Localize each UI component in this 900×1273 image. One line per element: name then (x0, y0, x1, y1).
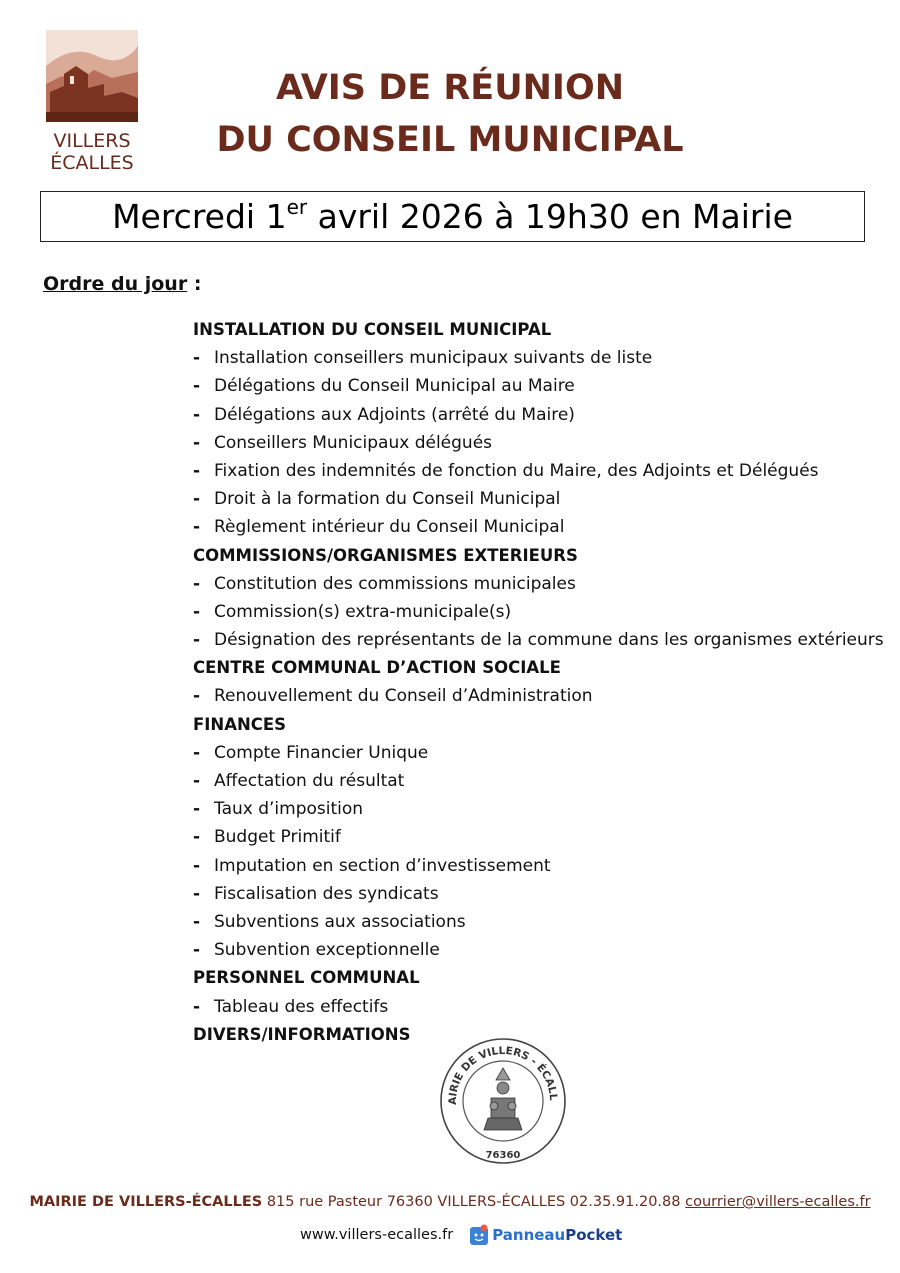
agenda-item (193, 429, 883, 457)
bullet-dash: - (193, 686, 201, 707)
agenda-item-text: Droit à la formation du Conseil Municipal (214, 489, 561, 510)
bullet-dash: - (193, 996, 201, 1017)
agenda-item (193, 767, 883, 795)
agenda-section-heading: DIVERS/INFORMATIONS (193, 1024, 411, 1044)
agenda-item-text: Renouvellement du Conseil d’Administration (214, 686, 593, 707)
footer-phone: 02.35.91.20.88 (569, 1194, 681, 1210)
stamp-postcode: 76360 (485, 1150, 521, 1161)
bullet-dash: - (193, 517, 201, 538)
agenda-item (193, 372, 883, 400)
agenda-item-text: Délégations du Conseil Municipal au Maire (214, 376, 575, 397)
bullet-dash: - (193, 404, 201, 425)
bullet-dash: - (193, 742, 201, 763)
bullet-dash: - (193, 601, 201, 622)
agenda-item (193, 852, 883, 880)
agenda-item-text: Fiscalisation des syndicats (214, 883, 439, 904)
agenda-item-text: Imputation en section d’investissement (214, 855, 551, 876)
agenda-item-text: Règlement intérieur du Conseil Municipal (214, 517, 565, 538)
logo-line1: VILLERS (53, 130, 131, 152)
panneau-word: Panneau (492, 1226, 566, 1244)
bullet-dash: - (193, 432, 201, 453)
agenda-item-text: Compte Financier Unique (214, 742, 429, 763)
footer-address: 815 rue Pasteur 76360 VILLERS-ÉCALLES (266, 1194, 566, 1210)
svg-text:MAIRIE DE VILLERS - ÉCALLES (438, 1036, 559, 1105)
footer-email-link[interactable]: courrier@villers-ecalles.fr (685, 1194, 871, 1210)
agenda-heading-suffix: : (187, 273, 202, 295)
agenda-item (193, 908, 883, 936)
agenda-item (193, 457, 883, 485)
agenda-heading (43, 273, 201, 295)
bullet-dash: - (193, 573, 201, 594)
agenda-item (193, 739, 883, 767)
panneaupocket-logo[interactable] (492, 1226, 622, 1244)
agenda-item-text: Fixation des indemnités de fonction du Maire, des Adjoints et Délégués (214, 460, 819, 481)
agenda-item-text: Délégations aux Adjoints (arrêté du Maire) (214, 404, 575, 425)
agenda-section-heading: COMMISSIONS/ORGANISMES EXTERIEURS (193, 545, 578, 565)
date-after: avril 2026 à 19h30 en Mairie (307, 197, 793, 236)
agenda-item (193, 993, 883, 1021)
agenda-item-text: Taux d’imposition (214, 799, 364, 820)
agenda-item (193, 823, 883, 851)
agenda-item (193, 570, 883, 598)
bullet-dash: - (193, 460, 201, 481)
logo-line2: ÉCALLES (50, 152, 134, 174)
date-superscript: er (286, 195, 308, 219)
agenda-section-heading: INSTALLATION DU CONSEIL MUNICIPAL (193, 320, 552, 339)
agenda-section-heading: FINANCES (193, 714, 287, 734)
footer-website-link[interactable]: www.villers-ecalles.fr (300, 1227, 454, 1243)
agenda-item (193, 401, 883, 429)
agenda-item (193, 344, 883, 372)
stamp-text: AIRIE DE VILLERS - ÉCALL (446, 1044, 560, 1105)
agenda-heading-label: Ordre du jour (43, 273, 188, 295)
official-seal-icon (438, 1036, 568, 1166)
agenda-item (193, 880, 883, 908)
agenda-item (193, 936, 883, 964)
bullet-dash: - (193, 855, 201, 876)
date-before: Mercredi 1 (112, 197, 287, 236)
bullet-dash: - (193, 883, 201, 904)
mairie-stamp (438, 1036, 568, 1166)
bullet-dash: - (193, 827, 201, 848)
bullet-dash: - (193, 940, 201, 961)
agenda-item-text: Commission(s) extra-municipale(s) (214, 601, 512, 622)
agenda-item-text: Conseillers Municipaux délégués (214, 432, 493, 453)
agenda-item-text: Constitution des commissions municipales (214, 573, 576, 594)
agenda-item (193, 513, 883, 541)
agenda-item (193, 795, 883, 823)
title-line2: DU CONSEIL MUNICIPAL (216, 120, 684, 160)
page-title (0, 62, 900, 166)
agenda-item-text: Désignation des représentants de la commune dans les organismes extérieurs (214, 630, 884, 651)
agenda-item (193, 598, 883, 626)
footer-org: MAIRIE DE VILLERS-ÉCALLES (29, 1194, 263, 1210)
agenda-section-heading: PERSONNEL COMMUNAL (193, 968, 420, 988)
bullet-dash: - (193, 799, 201, 820)
bullet-dash: - (193, 771, 201, 791)
agenda-item (193, 682, 883, 710)
agenda-item-text: Affectation du résultat (214, 771, 405, 791)
agenda-item-text: Tableau des effectifs (214, 996, 389, 1017)
title-line1: AVIS DE RÉUNION (275, 68, 624, 108)
footer-links (300, 1222, 622, 1248)
footer-contact (0, 1194, 900, 1210)
agenda-item (193, 626, 883, 654)
meeting-date-box (40, 191, 865, 242)
bullet-dash: - (193, 489, 201, 510)
agenda-item-text: Installation conseillers municipaux suivants de liste (214, 348, 653, 369)
agenda-item (193, 485, 883, 513)
agenda-section-heading: CENTRE COMMUNAL D’ACTION SOCIALE (193, 658, 561, 678)
agenda-item-text: Subvention exceptionnelle (214, 940, 440, 961)
agenda-item-text: Budget Primitif (214, 827, 341, 848)
agenda-list (193, 316, 883, 1049)
bullet-dash: - (193, 911, 201, 932)
bullet-dash: - (193, 376, 201, 397)
bullet-dash: - (193, 630, 201, 651)
panneaupocket-icon (469, 1224, 489, 1246)
bullet-dash: - (193, 348, 201, 369)
agenda-item-text: Subventions aux associations (214, 911, 466, 932)
pocket-word: Pocket (565, 1226, 623, 1244)
